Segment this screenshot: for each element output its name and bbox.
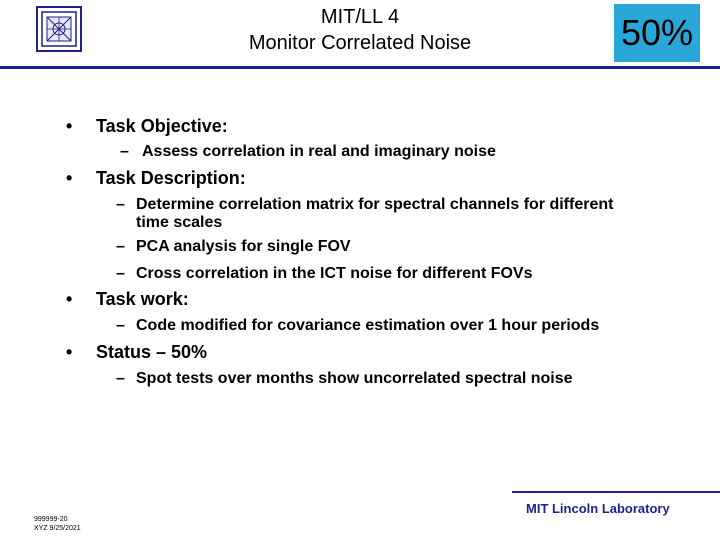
footer-divider [512,491,720,493]
bullet-label: Task Description: [96,168,246,188]
page-title [180,4,540,56]
bullet-label: Task work: [96,289,189,309]
sub-dash: – [116,196,125,213]
progress-badge [614,4,700,62]
bullet-dot: • [66,116,73,136]
sub-item-text: PCA analysis for single FOV [136,238,351,255]
mit-ll-logo-icon [36,6,82,52]
sub-item-text: Code modified for covariance estimation over 1 hour periods [136,317,600,334]
bullet-dot: • [66,168,73,188]
sub-dash: – [116,265,125,282]
footer-id-line-1: 999999-20 [34,516,68,523]
sub-dash: – [120,143,129,160]
sub-item-text: Assess correlation in real and imaginary noise [142,143,496,160]
progress-badge-label: 50% [620,12,694,53]
sub-dash: – [116,370,125,387]
sub-dash: – [116,317,125,334]
bullet-dot: • [66,342,73,362]
header-divider [0,66,720,69]
title-line-1: MIT/LL 4 [320,6,400,28]
footer-id-line-2: XYZ 9/25/2021 [34,525,81,532]
bullet-dot: • [66,289,73,309]
sub-item-text: Determine correlation matrix for spectral channels for different time scales [136,196,614,231]
bullet-label: Status – 50% [96,342,208,362]
sub-item-text: Spot tests over months show uncorrelated spectral noise [136,370,573,387]
bullet-label: Task Objective: [96,116,228,136]
sub-item-text: Cross correlation in the ICT noise for different FOVs [136,265,533,282]
footer-slide-id [34,515,81,533]
sub-dash: – [116,238,125,255]
title-line-2: Monitor Correlated Noise [248,32,472,54]
footer-lab-name: MIT Lincoln Laboratory [526,501,670,516]
